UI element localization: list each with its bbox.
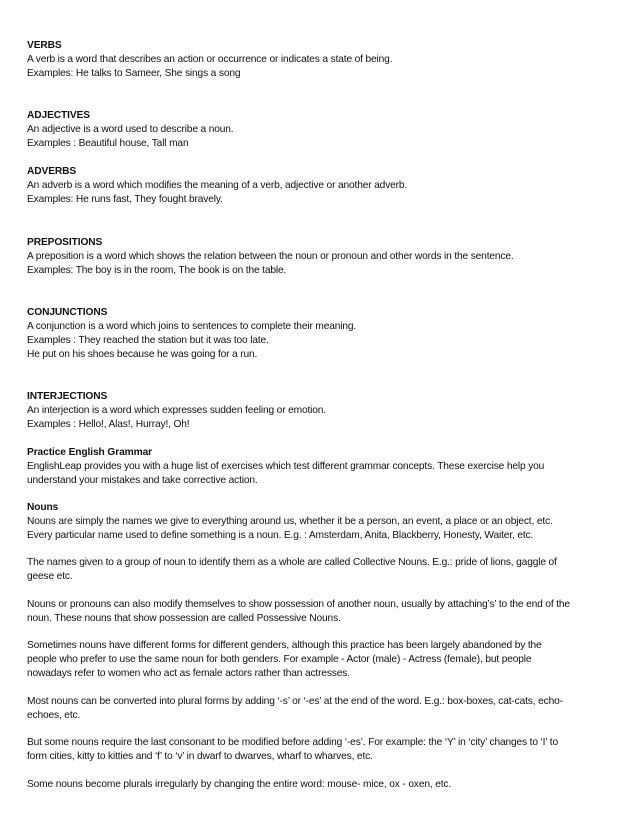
section-nouns xyxy=(27,501,613,543)
nouns-p2-line-2: geese etc. xyxy=(27,571,73,583)
section-practice xyxy=(27,446,613,488)
section-conjunctions xyxy=(27,306,613,362)
adverbs-heading: ADVERBS xyxy=(27,166,77,177)
nouns-p7-line-1: Some nouns become plurals irregularly by changing the entire word: mouse- mice, ox - oxen, etc. xyxy=(27,779,452,790)
prepositions-heading: PREPOSITIONS xyxy=(27,237,103,248)
nouns-p2-line-1: The names given to a group of noun to identify them as a whole are called Collective Nouns. E.g.: pride of lions, gaggle of xyxy=(27,557,557,568)
interjections-examples: Examples : Hello!, Alas!, Hurray!, Oh! xyxy=(27,419,190,431)
conjunctions-heading: CONJUNCTIONS xyxy=(27,307,108,318)
nouns-paragraph-consonant xyxy=(27,736,613,764)
nouns-paragraph-collective xyxy=(27,556,613,584)
adverbs-examples: Examples: He runs fast, They fought bravely. xyxy=(27,194,223,206)
nouns-paragraph-possessive xyxy=(27,598,613,626)
adjectives-heading: ADJECTIVES xyxy=(27,110,90,121)
adjectives-examples: Examples : Beautiful house, Tall man xyxy=(27,138,189,150)
nouns-p4-line-1: Sometimes nouns have different forms for different genders, although this practice has been largely abandoned by the xyxy=(27,640,542,651)
conjunctions-definition: A conjunction is a word which joins to sentences to complete their meaning. xyxy=(27,321,357,333)
nouns-paragraph-irregular xyxy=(27,778,613,792)
adverbs-definition: An adverb is a word which modifies the meaning of a verb, adjective or another adverb. xyxy=(27,180,408,192)
nouns-paragraph-gender xyxy=(27,639,613,681)
prepositions-definition: A preposition is a word which shows the relation between the noun or pronoun and other words in the sentence. xyxy=(27,251,514,263)
section-verbs xyxy=(27,39,613,81)
nouns-p5-line-1: Most nouns can be converted into plural forms by adding ‘-s’ or ‘-es’ at the end of the word. E.g.: box-boxes, cat-cats, echo- xyxy=(27,696,563,707)
conjunctions-examples-2: He put on his shoes because he was going for a run. xyxy=(27,349,258,361)
nouns-p6-line-2: form cities, kitty to kitties and ‘f’ to ‘v’ in dwarf to dwarves, wharf to wharves, etc. xyxy=(27,751,373,763)
section-interjections xyxy=(27,390,613,432)
nouns-p3-line-1: Nouns or pronouns can also modify themselves to show possession of another noun, usually by attaching’s’ to the end of the xyxy=(27,599,570,610)
verbs-examples: Examples: He talks to Sameer, She sings a song xyxy=(27,68,241,80)
interjections-definition: An interjection is a word which expresses sudden feeling or emotion. xyxy=(27,405,326,417)
nouns-p3-line-2: noun. These nouns that show possession are called Possessive Nouns. xyxy=(27,613,341,625)
nouns-p4-line-3: nowadays refer to women who act as female actors rather than actresses. xyxy=(27,668,350,680)
nouns-p1-line-1: Nouns are simply the names we give to everything around us, whether it be a person, an event, a place or an object, etc. xyxy=(27,516,553,528)
verbs-definition: A verb is a word that describes an action or occurrence or indicates a state of being. xyxy=(27,54,393,66)
practice-line-2: understand your mistakes and take corrective action. xyxy=(27,475,258,487)
nouns-heading: Nouns xyxy=(27,502,59,513)
section-adjectives xyxy=(27,109,613,151)
interjections-heading: INTERJECTIONS xyxy=(27,391,108,402)
practice-heading: Practice English Grammar xyxy=(27,447,152,458)
nouns-paragraph-plural xyxy=(27,695,613,723)
nouns-p1-line-2: Every particular name used to define something is a noun. E.g. : Amsterdam, Anita, Blackberry, Honesty, Waiter, etc. xyxy=(27,530,534,542)
prepositions-examples: Examples: The boy is in the room, The book is on the table. xyxy=(27,265,287,277)
adjectives-definition: An adjective is a word used to describe a noun. xyxy=(27,124,234,136)
nouns-p6-line-1: But some nouns require the last consonant to be modified before adding ‘-es’. For example: the ‘Y’ in ‘city’ changes to ‘I’ to xyxy=(27,737,558,748)
conjunctions-examples-1: Examples : They reached the station but it was too late. xyxy=(27,335,269,347)
section-prepositions xyxy=(27,236,613,278)
nouns-p4-line-2: people who prefer to use the same noun for both genders. For example - Actor (male) - Actress (female), but people xyxy=(27,654,532,666)
section-adverbs xyxy=(27,165,613,207)
nouns-p5-line-2: echoes, etc. xyxy=(27,710,81,722)
practice-line-1: EnglishLeap provides you with a huge list of exercises which test different grammar concepts. These exercise help you xyxy=(27,461,545,473)
verbs-heading: VERBS xyxy=(27,40,62,51)
